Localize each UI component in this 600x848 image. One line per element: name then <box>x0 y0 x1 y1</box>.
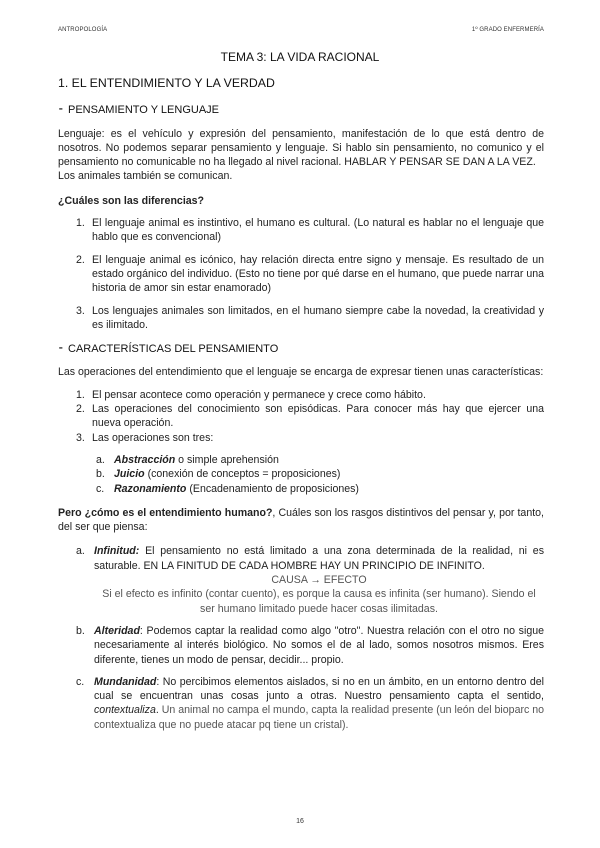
list-number: 2. <box>76 403 85 416</box>
term: Juicio <box>114 468 145 481</box>
trait-body: : Podemos captar la realidad como algo "otro". Nuestra relación con el otro no sigue necesariamente al interés biológico. No somos el de al lado, somos nosotros mismos. Eres diferente, tienes un modo de pensar, decidir... propio. <box>94 624 544 666</box>
list-letter: c. <box>76 675 85 688</box>
list-item <box>58 388 544 402</box>
italic-word: contextualiza <box>94 704 156 717</box>
paragraph-language: Lenguaje: es el vehículo y expresión del pensamiento, manifestación de lo que está dentro de nosotros. No podemos separar pensamiento y lenguaje. Si hablo sin pensamiento, no comunico y el pensamiento no comunicable no ha llegado al nivel racional. HABLAR Y PENSAR SE DAN A LA VEZ. <box>58 127 544 169</box>
list-number: 2. <box>76 253 85 266</box>
term: Infinitud: <box>94 545 140 558</box>
term: Abstracción <box>114 453 176 466</box>
list-item <box>58 216 544 245</box>
list-text: o simple aprehensión <box>175 453 279 466</box>
list-number: 3. <box>76 431 85 444</box>
list-item <box>58 453 544 467</box>
list-letter: a. <box>76 545 85 558</box>
dash-bullet: ⁃ <box>58 104 64 117</box>
list-item <box>58 544 544 615</box>
list-number: 3. <box>76 304 85 317</box>
paragraph-operations: Las operaciones del entendimiento que el lenguaje se encarga de expresar tienen unas características: <box>58 366 544 379</box>
operations-list <box>58 388 544 445</box>
infinitud-note: Si el efecto es infinito (contar cuento), es porque la causa es infinita (ser humano). Siendo el ser humano limitado puede hacer cosas ilimitadas. <box>102 588 536 615</box>
paragraph-question <box>58 506 544 535</box>
trait-text <box>94 544 544 573</box>
list-item <box>58 467 544 481</box>
subsection-title: PENSAMIENTO Y LENGUAJE <box>68 104 219 117</box>
list-item <box>58 431 544 445</box>
dash-bullet: ⁃ <box>58 343 64 356</box>
list-text: Los lenguajes animales son limitados, en el humano siempre cabe la novedad, la creatividad y es ilimitado. <box>92 304 544 331</box>
header-left: ANTROPOLOGÍA <box>58 27 108 33</box>
trait-body: : No percibimos elementos aislados, si no en un ámbito, en un entorno dentro del cual se encuentran unas cosas junto a otras. Nuestro pensamiento capta el sentido, <box>94 675 544 703</box>
trait-example: Un animal no campa el mundo, capta la realidad presente (un león del bioparc no contextualiza que no puede atacar pq tiene un cristal). <box>94 704 545 731</box>
list-text: El pensar acontece como operación y permanece y crece como hábito. <box>92 388 426 401</box>
causa-efecto: CAUSA → EFECTO <box>271 574 367 587</box>
three-operations-list <box>58 453 544 496</box>
trait-text <box>94 624 544 667</box>
list-number: 1. <box>76 388 85 401</box>
list-letter: b. <box>76 624 85 637</box>
page-number: 16 <box>296 818 304 825</box>
list-text: El lenguaje animal es icónico, hay relación directa entre signo y mensaje. Es resultado de un estado orgánico del individuo. (Esto no tiene por qué darse en el humano, que puede narrar una historia de amor sin estar enamorado) <box>92 253 544 295</box>
term: Alteridad <box>94 624 140 637</box>
trait-body: El pensamiento no está limitado a una zona determinada de la realidad, ni es saturable. EN LA FINITUD DE CADA HOMBRE HAY UN PRINCIPIO DE INFINITO. <box>94 545 544 572</box>
subsection-title: CARACTERÍSTICAS DEL PENSAMIENTO <box>68 343 279 356</box>
trait-text <box>94 675 544 732</box>
term: Razonamiento <box>114 482 187 495</box>
list-item <box>58 624 544 667</box>
list-item <box>58 253 544 296</box>
list-text: Las operaciones son tres: <box>92 431 214 444</box>
trait-body-2: . <box>155 704 162 717</box>
list-text: Las operaciones del conocimiento son episódicas. Para conocer más hay que ejercer una nueva operación. <box>92 403 544 430</box>
question-rest: , Cuáles son los rasgos distintivos del pensar y, por tanto, del ser que piensa: <box>58 506 544 534</box>
list-item <box>58 402 544 431</box>
term: Mundanidad <box>94 675 157 688</box>
list-item <box>58 482 544 496</box>
list-text: (Encadenamiento de proposiciones) <box>186 482 359 495</box>
list-letter: a. <box>96 453 105 466</box>
list-item <box>58 304 544 333</box>
traits-list <box>58 544 544 732</box>
subsection-heading-thought <box>58 342 544 356</box>
paragraph-animals: Los animales también se comunican. <box>58 170 233 183</box>
page-title: TEMA 3: LA VIDA RACIONAL <box>220 50 380 64</box>
list-number: 1. <box>76 217 85 230</box>
list-item <box>58 675 544 732</box>
question-bold: Pero ¿cómo es el entendimiento humano? <box>58 506 273 519</box>
list-letter: c. <box>96 482 105 495</box>
subsection-heading-language <box>58 103 544 117</box>
list-letter: b. <box>96 468 105 481</box>
header-right: 1º GRADO ENFERMERÍA <box>471 27 544 33</box>
list-text: (conexión de conceptos = proposiciones) <box>144 468 341 481</box>
list-text: El lenguaje animal es instintivo, el humano es cultural. (Lo natural es hablar no el lenguaje que hablo que es convencional) <box>92 217 544 244</box>
question-differences: ¿Cuáles son las diferencias? <box>58 194 205 207</box>
content <box>58 76 544 740</box>
differences-list <box>58 216 544 332</box>
section-heading: 1. EL ENTENDIMIENTO Y LA VERDAD <box>58 76 275 90</box>
